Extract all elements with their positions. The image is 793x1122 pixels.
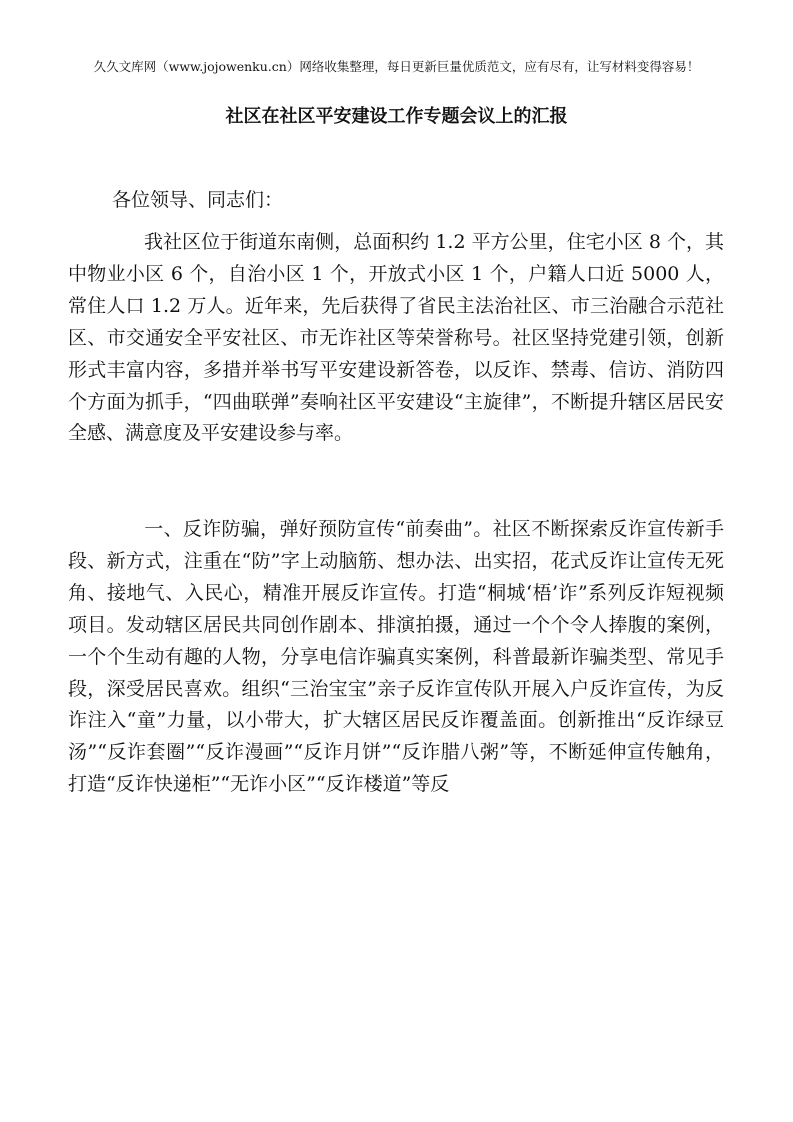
site-banner-text: 久久文库网（www.jojowenku.cn）网络收集整理，每日更新巨量优质范文，应有尽有，让写材料变得容易！	[93, 59, 700, 74]
document-title: 社区在社区平安建设工作专题会议上的汇报	[225, 106, 568, 127]
body-paragraph	[68, 227, 724, 450]
body-paragraph	[68, 514, 724, 801]
paragraph-text: 我社区位于街道东南侧，总面积约 1.2 平方公里，住宅小区 8 个，其中物业小区 6 个，自治小区 1 个，开放式小区 1 个，户籍人口近 5000 人，常住人口 1.2 万人。近年来，先后获得了省民主法治社区、市三治融合示范社区、市交通安全平安社区、市无诈社区等荣誉称号。社区坚持党建引领，创新形式丰富内容，多措并举书写平安建设新答卷，以反诈、禁毒、信访、消防四个方面为抓手，“四曲联弹”奏响社区平安建设“主旋律”，不断提升辖区居民安全感、满意度及平安建设参与率。	[68, 231, 724, 445]
salutation: 各位领导、同志们：	[112, 189, 284, 211]
paragraph-text: 一、反诈防骗，弹好预防宣传“前奏曲”。社区不断探索反诈宣传新手段、新方式，注重在“防”字上动脑筋、想办法、出实招，花式反诈让宣传无死角、接地气、入民心，精准开展反诈宣传。打造“桐城‘梧’诈”系列反诈短视频项目。发动辖区居民共同创作剧本、排演拍摄，通过一个个令人捧腹的案例，一个个生动有趣的人物，分享电信诈骗真实案例，科普最新诈骗类型、常见手段，深受居民喜欢。组织“三治宝宝”亲子反诈宣传队开展入户反诈宣传，为反诈注入“童”力量，以小带大，扩大辖区居民反诈覆盖面。创新推出“反诈绿豆汤”“反诈套圈”“反诈漫画”“反诈月饼”“反诈腊八粥”等，不断延伸宣传触角，打造“反诈快递柜”“无诈小区”“反诈楼道”等反	[68, 518, 724, 796]
